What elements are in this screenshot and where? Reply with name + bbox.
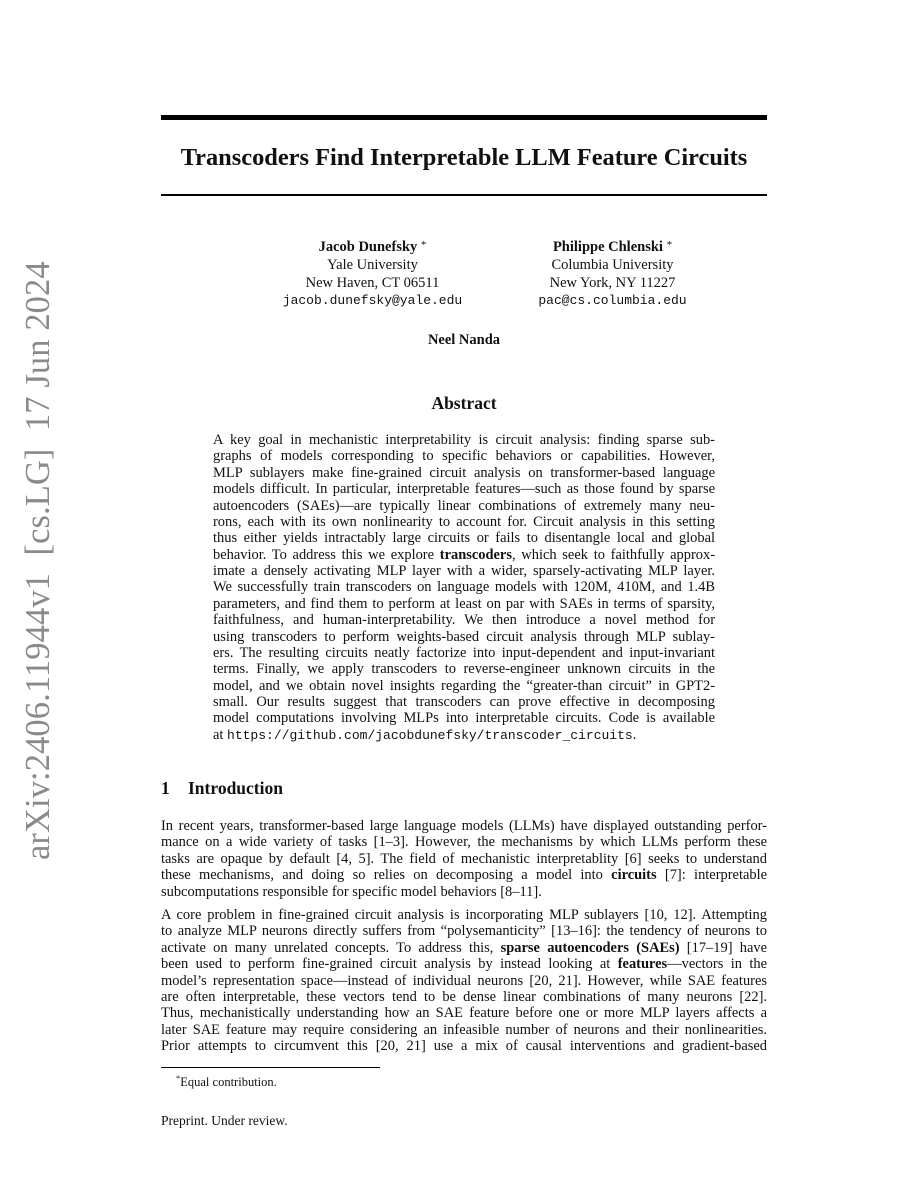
abstract-line: graphs of models corresponding to specific behaviors or capabilities. However,	[213, 448, 715, 465]
body-line: are often interpretable, these vectors tend to be dense linear combinations of many neurons [22].	[161, 988, 767, 1005]
abstract-line: MLP sublayers make fine-grained circuit analysis on transformer-based language	[213, 464, 715, 481]
body-line: A core problem in fine-grained circuit analysis is incorporating MLP sublayers [10, 12]. Attempting	[161, 907, 767, 923]
body-line: Prior attempts to circumvent this [20, 21] use a mix of causal interventions and gradient-based	[161, 1038, 767, 1054]
abstract-line: models difficult. In particular, interpretable features—such as those found by sparse	[213, 481, 715, 498]
author-email[interactable]: jacob.dunefsky@yale.edu	[282, 293, 463, 308]
title-top-rule	[161, 115, 767, 120]
intro-paragraph-2	[161, 907, 767, 1054]
equal-contribution-mark: *	[666, 239, 673, 251]
abstract-line: imate a densely activating MLP layer with a wider, sparsely-activating MLP layer.	[213, 563, 715, 579]
abstract-line	[213, 547, 715, 563]
author-name: Neel Nanda	[427, 332, 501, 348]
arxiv-identifier-stamp: arXiv:2406.11944v1 [cs.LG] 17 Jun 2024	[19, 261, 57, 860]
author-location: New Haven, CT 06511	[305, 275, 440, 291]
abstract-line: small. Our results suggest that transcoders can prove effective in decomposing	[213, 694, 715, 710]
preprint-notice: Preprint. Under review.	[161, 1113, 288, 1128]
abstract-line: rons, each with its own nonlinearity to account for. Circuit analysis in this setting	[213, 513, 715, 530]
body-text: been used to perform fine-grained circuit analysis by instead looking at	[161, 956, 618, 973]
body-text: [17–19] have	[679, 939, 767, 956]
intro-paragraph-1	[161, 818, 767, 900]
author-location: New York, NY 11227	[549, 275, 676, 291]
body-line	[161, 940, 767, 956]
abstract-line: using transcoders to perform weights-based circuit analysis through MLP sublay-	[213, 628, 715, 645]
author-affiliation: Columbia University	[551, 257, 674, 273]
abstract-line: model computations involving MLPs into interpretable circuits. Code is available	[213, 710, 715, 727]
abstract-text: , which seek to faithfully approx-	[511, 546, 716, 563]
body-line: In recent years, transformer-based large language models (LLMs) have displayed outstanding perfor-	[161, 818, 767, 834]
body-text: [7]: interpretable	[656, 867, 768, 884]
author-affiliation: Yale University	[327, 257, 418, 273]
code-repository-link[interactable]: https://github.com/jacobdunefsky/transcoder_circuits	[227, 727, 633, 743]
author-name: Jacob Dunefsky	[318, 239, 418, 255]
abstract-heading: Abstract	[431, 393, 497, 413]
body-line: mance on a wide variety of tasks [1–3]. However, the mechanisms by which LLMs perform these	[161, 834, 767, 851]
abstract-line: autoencoders (SAEs)—are typically linear combinations of extremely many neu-	[213, 497, 715, 514]
body-line	[161, 956, 767, 972]
abstract-line	[213, 727, 715, 744]
abstract-line: A key goal in mechanistic interpretability is circuit analysis: finding sparse sub-	[213, 432, 715, 448]
body-bold-term: sparse autoencoders (SAEs)	[500, 939, 680, 956]
paper-title: Transcoders Find Interpretable LLM Feature Circuits	[180, 144, 748, 171]
section-heading-introduction	[161, 776, 767, 800]
body-line: model’s representation space—instead of individual neurons [20, 21]. However, while SAE features	[161, 972, 767, 989]
abstract-line: thus either yields intractably large circuits or fails to disentangle local and global	[213, 530, 715, 547]
body-line: subcomputations responsible for specific model behaviors [8–11].	[161, 883, 542, 900]
body-text: —vectors in the	[667, 956, 767, 973]
author-email[interactable]: pac@cs.columbia.edu	[538, 293, 687, 308]
abstract-line: parameters, and find them to perform at least on par with SAEs in terms of sparsity,	[213, 595, 715, 612]
body-bold-term: features	[617, 956, 668, 973]
body-text: these mechanisms, and doing so relies on decomposing a model into	[161, 867, 612, 884]
section-title: Introduction	[188, 778, 283, 798]
body-text: activate on many unrelated concepts. To address this,	[161, 939, 501, 956]
footnote-rule	[161, 1067, 380, 1068]
abstract-line: We successfully train transcoders on language models with 120M, 410M, and 1.4B	[213, 579, 715, 596]
abstract-line: faithfulness, and human-interpretability. We then introduce a novel method for	[213, 612, 715, 629]
body-line: to analyze MLP neurons directly suffers from “polysemanticity” [13–16]: the tendency of neurons to	[161, 923, 767, 940]
footnote-text: Equal contribution.	[180, 1075, 277, 1089]
abstract-text: .	[632, 726, 637, 743]
author-name: Philippe Chlenski	[552, 239, 663, 255]
abstract-text: at	[213, 726, 228, 743]
body-line: Thus, mechanistically understanding how an SAE feature before one or more MLP layers affects a	[161, 1005, 767, 1022]
abstract-bold-term: transcoders	[439, 546, 512, 563]
author-block-3	[161, 331, 767, 349]
abstract-line: terms. Finally, we apply transcoders to reverse-engineer unknown circuits in the	[213, 661, 715, 678]
author-block-2	[470, 236, 755, 310]
body-line: later SAE feature may require considering an infeasible number of neurons and their nonlinearities.	[161, 1021, 767, 1038]
section-number: 1	[161, 778, 170, 798]
abstract-line: model, and we obtain novel insights regarding the “greater-than circuit” in GPT2-	[213, 677, 715, 694]
footnote	[176, 1071, 277, 1090]
abstract-text: behavior. To address this we explore	[213, 546, 440, 563]
footnote-mark: *	[176, 1073, 181, 1083]
title-bottom-rule	[161, 194, 767, 196]
abstract-line: ers. The resulting circuits neatly factorize into input-dependent and input-invariant	[213, 644, 715, 661]
equal-contribution-mark: *	[420, 239, 427, 251]
abstract-body	[213, 432, 715, 744]
body-bold-term: circuits	[611, 867, 657, 884]
body-line: tasks are opaque by default [4, 5]. The field of mechanistic interpretablity [6] seeks to understand	[161, 850, 767, 867]
body-line	[161, 867, 767, 883]
